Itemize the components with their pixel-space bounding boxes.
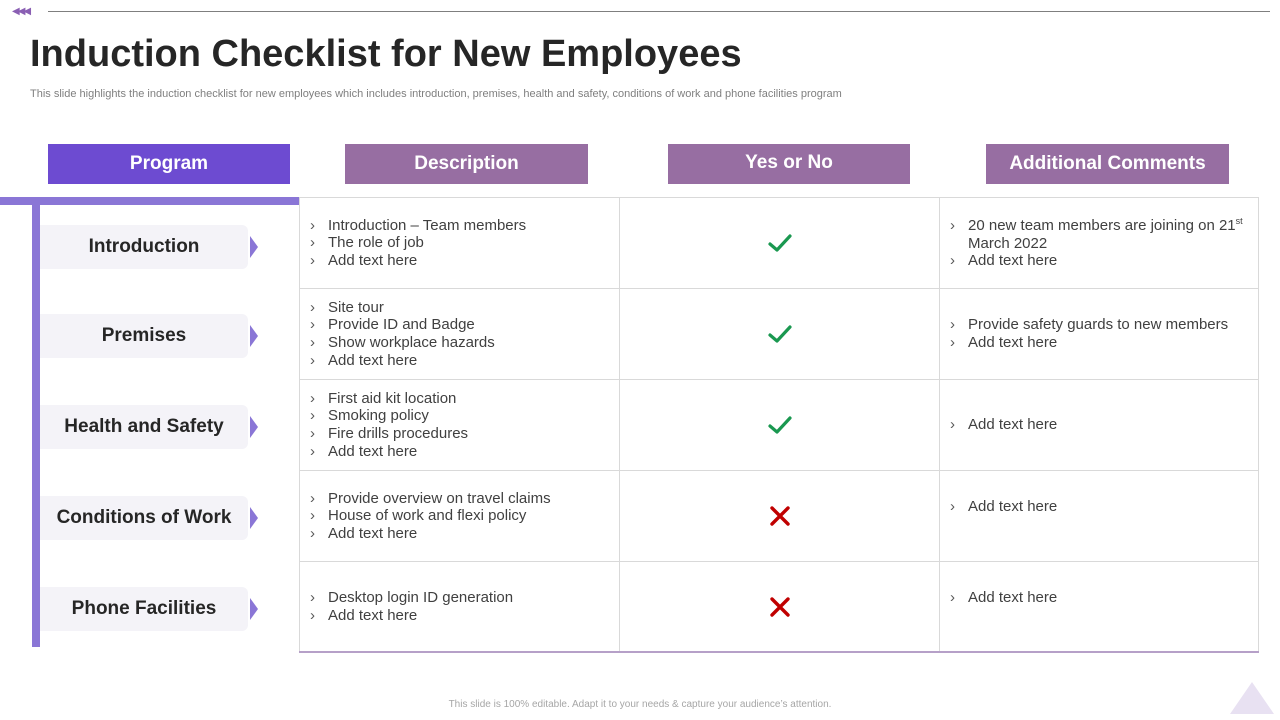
bullet-text: Add text here <box>328 606 418 624</box>
bullet-item <box>310 407 619 425</box>
bullet-text: 20 new team members are joining on 21 <box>968 217 1236 234</box>
bullet-item <box>310 607 619 625</box>
chevron-right-icon: › <box>950 316 955 334</box>
accent-bar-horizontal <box>0 197 299 205</box>
chevron-right-icon: › <box>950 498 955 515</box>
chevron-right-icon: › <box>950 217 955 234</box>
bullet-item <box>950 217 1246 252</box>
bullet-item <box>310 252 619 270</box>
chevron-right-icon: › <box>310 234 315 252</box>
chevron-right-icon: › <box>950 416 955 433</box>
table-row <box>299 379 1259 470</box>
accent-bar-vertical <box>32 205 40 647</box>
bullet-item <box>310 299 619 317</box>
ordinal-suffix: st <box>1235 216 1243 226</box>
top-bar <box>0 0 1280 24</box>
bullet-item <box>310 316 619 334</box>
bullet-item <box>310 334 619 352</box>
program-item-phone-facilities <box>40 587 248 631</box>
comments-cell <box>939 562 1259 651</box>
table-row <box>299 197 1259 288</box>
comments-cell <box>939 471 1259 561</box>
chevron-right-icon: › <box>310 425 315 442</box>
bullet-text: Smoking policy <box>328 407 429 425</box>
triangle-right-icon <box>250 236 258 258</box>
status-cell <box>619 562 939 651</box>
bullet-item <box>310 525 619 543</box>
table-row <box>299 561 1259 653</box>
chevron-right-icon: › <box>310 334 315 351</box>
comments-cell <box>939 289 1259 379</box>
header-program: Program <box>48 144 290 184</box>
triangle-right-icon <box>250 416 258 438</box>
bullet-text: Add text here <box>328 442 418 460</box>
description-cell <box>299 198 619 288</box>
description-cell <box>299 289 619 379</box>
description-cell <box>299 380 619 470</box>
page-title: Induction Checklist for New Employees <box>30 33 742 75</box>
bullet-text: Add text here <box>328 524 418 542</box>
chevron-right-icon: › <box>310 606 315 624</box>
triangle-right-icon <box>250 598 258 620</box>
bullet-item <box>310 443 619 461</box>
bullet-text: Add text here <box>328 351 418 369</box>
triangle-right-icon <box>250 507 258 529</box>
checkmark-icon <box>767 232 793 254</box>
bullet-text: Provide overview on travel claims <box>328 489 551 507</box>
description-cell <box>299 471 619 561</box>
bullet-item <box>310 589 619 607</box>
bullet-text: Add text here <box>328 251 418 269</box>
chevron-right-icon: › <box>310 524 315 542</box>
program-item-premises <box>40 314 248 358</box>
program-label: Health and Safety <box>64 416 224 437</box>
bullet-text: Provide ID and Badge <box>328 316 475 334</box>
status-cell <box>619 471 939 561</box>
bullet-text: Add text here <box>968 589 1058 606</box>
bullet-item <box>310 234 619 252</box>
bullet-item <box>310 490 619 508</box>
bullet-item <box>310 390 619 408</box>
program-label: Phone Facilities <box>71 598 217 619</box>
header-description: Description <box>345 144 588 184</box>
bullet-text: Add text here <box>968 252 1058 270</box>
status-cell <box>619 198 939 288</box>
cross-icon <box>769 596 791 618</box>
program-label: Conditions of Work <box>56 507 232 528</box>
checklist-table <box>299 197 1259 655</box>
bullet-item <box>950 416 1246 434</box>
chevron-right-icon: › <box>310 298 315 316</box>
bullet-item <box>950 252 1246 270</box>
chevron-right-icon: › <box>310 489 315 507</box>
bullet-item <box>950 498 1246 516</box>
bullet-text: House of work and flexi policy <box>328 507 527 525</box>
checkmark-icon <box>767 414 793 436</box>
chevron-right-icon: › <box>950 334 955 351</box>
footer-note: This slide is 100% editable. Adapt it to your needs & capture your audience’s attention. <box>448 699 832 710</box>
bullet-item <box>310 507 619 525</box>
program-item-introduction <box>40 225 248 269</box>
program-item-health-and-safety <box>40 405 248 449</box>
bullet-item <box>950 334 1246 352</box>
bullet-text: Add text here <box>968 498 1058 515</box>
checkmark-icon <box>767 323 793 345</box>
header-additional-comments: Additional Comments <box>986 144 1229 184</box>
page-subtitle: This slide highlights the induction checklist for new employees which includes introduction, premises, health and safety, conditions of work and phone facilities program <box>30 88 842 100</box>
program-label: Premises <box>101 325 187 346</box>
chevron-right-icon: › <box>310 588 315 606</box>
chevron-right-icon: › <box>950 589 955 606</box>
bullet-text: Site tour <box>328 298 384 316</box>
chevron-right-icon: › <box>310 216 315 234</box>
bullet-item <box>310 425 619 443</box>
bullet-text: Show workplace hazards <box>328 334 495 351</box>
bullet-text: Add text here <box>968 416 1058 433</box>
bullet-text: The role of job <box>328 234 424 252</box>
chevron-right-icon: › <box>310 389 315 407</box>
cross-icon <box>769 505 791 527</box>
bullet-text: Provide safety guards to new members <box>968 316 1229 334</box>
description-cell <box>299 562 619 651</box>
status-cell <box>619 380 939 470</box>
chevron-right-icon: › <box>310 407 315 425</box>
table-row <box>299 288 1259 379</box>
status-cell <box>619 289 939 379</box>
back-arrows-icon: ◀◀◀ <box>12 6 30 17</box>
bullet-text-continued: March 2022 <box>968 234 1048 252</box>
bullet-item <box>310 352 619 370</box>
header-yes-or-no: Yes or No <box>668 144 910 184</box>
header-divider <box>48 11 1270 12</box>
triangle-right-icon <box>250 325 258 347</box>
comments-cell <box>939 198 1259 288</box>
bullet-item <box>950 316 1246 334</box>
bullet-text: Fire drills procedures <box>328 425 469 442</box>
bullet-text: First aid kit location <box>328 389 457 407</box>
program-label: Introduction <box>88 236 200 257</box>
program-item-conditions-of-work <box>40 496 248 540</box>
bullet-item <box>310 217 619 235</box>
bullet-text: Introduction – Team members <box>328 216 527 234</box>
bullet-text: Desktop login ID generation <box>328 588 514 606</box>
chevron-right-icon: › <box>310 251 315 269</box>
bullet-item <box>950 589 1246 607</box>
chevron-right-icon: › <box>310 507 315 525</box>
chevron-right-icon: › <box>310 316 315 334</box>
chevron-right-icon: › <box>950 252 955 270</box>
table-row <box>299 470 1259 561</box>
corner-triangle-icon <box>1228 680 1276 716</box>
bullet-text: Add text here <box>968 334 1058 351</box>
chevron-right-icon: › <box>310 442 315 460</box>
chevron-right-icon: › <box>310 351 315 369</box>
comments-cell <box>939 380 1259 470</box>
